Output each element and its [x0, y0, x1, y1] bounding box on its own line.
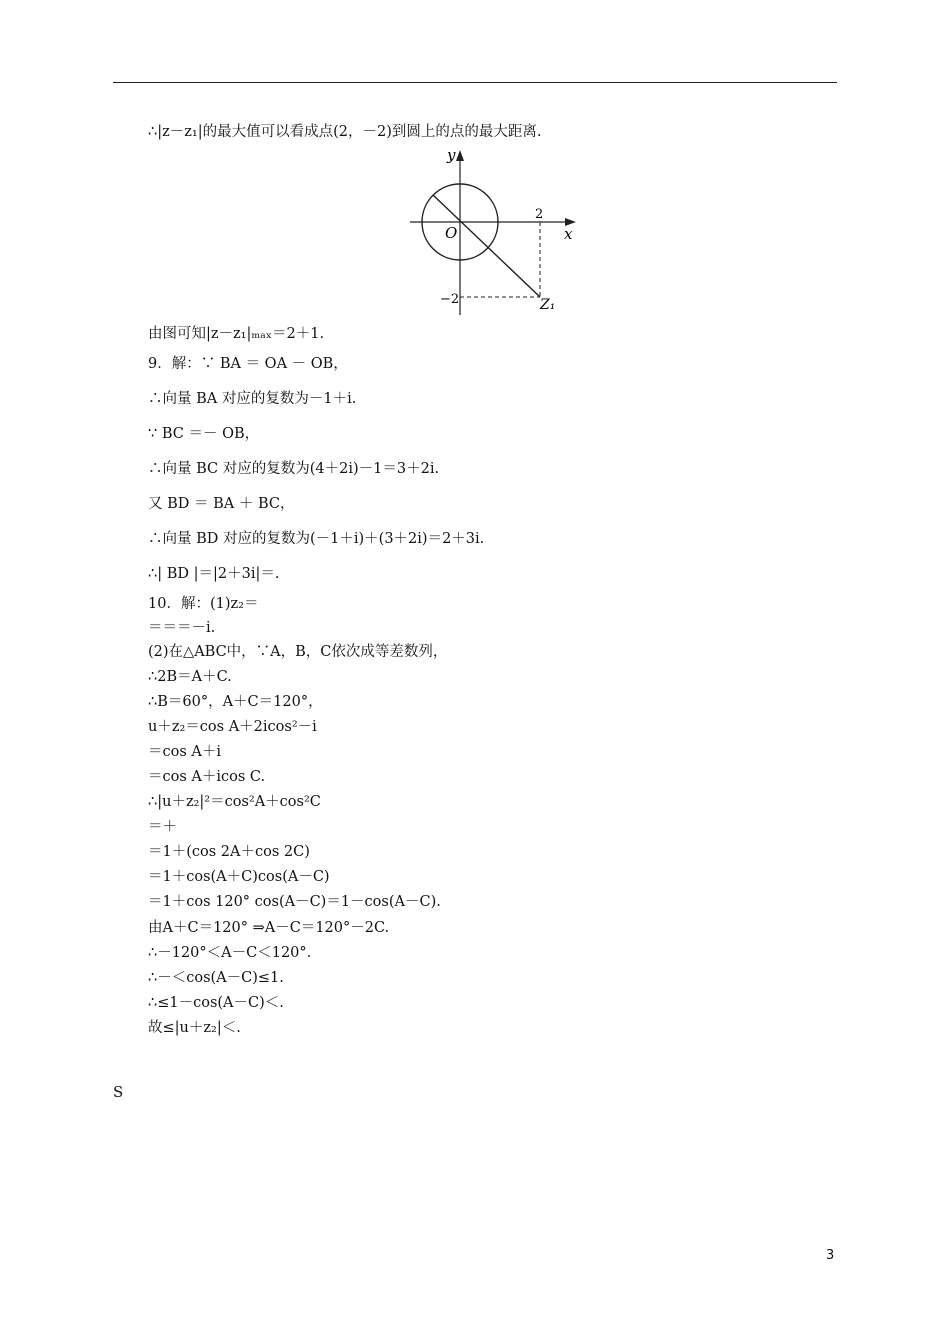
text-line-7: 又 BD ＝ BA ＋ BC，: [148, 496, 295, 512]
text-line-4: ∴向量 BA 对应的复数为－1＋i.: [148, 391, 357, 407]
circle-diagram: [400, 145, 585, 320]
text-line-16: ＝cos A＋i: [148, 744, 222, 760]
text-line-6: ∴向量 BC 对应的复数为(4＋2i)－1＝3＋2i.: [148, 461, 440, 477]
text-line-23: 由A＋C＝120° ⇒A－C＝120°－2C.: [148, 920, 390, 936]
x-label: x: [564, 225, 573, 243]
text-line-8: ∴向量 BD 对应的复数为(－1＋i)＋(3＋2i)＝2＋3i.: [148, 531, 485, 547]
text-line-24: ∴－120°＜A－C＜120°.: [148, 945, 312, 961]
text-line-19: ＝＋: [148, 819, 177, 835]
tick-y-label: −2: [440, 292, 460, 307]
y-axis-arrow: [456, 150, 464, 161]
text-line-14: ∴B＝60°，A＋C＝120°，: [148, 694, 323, 710]
text-line-5: ∵ BC ＝－ OB，: [148, 426, 260, 442]
text-line-1: ∴|z－z₁|的最大值可以看成点(2，－2)到圆上的点的最大距离.: [148, 124, 542, 140]
text-line-18: ∴|u＋z₂|²＝cos²A＋cos²C: [148, 794, 321, 810]
origin-label: O: [445, 224, 458, 242]
text-line-15: u＋z₂＝cos A＋2icos²－i: [148, 719, 317, 735]
text-line-22: ＝1＋cos 120° cos(A－C)＝1－cos(A－C).: [148, 894, 441, 910]
header-rule: [113, 82, 837, 83]
text-line-17: ＝cos A＋icos C.: [148, 769, 266, 785]
text-line-26: ∴≤1－cos(A－C)＜.: [148, 995, 284, 1011]
text-line-2: 由图可知|z－z₁|ₘₐₓ＝2＋1.: [148, 326, 325, 342]
text-line-25: ∴－＜cos(A－C)≤1.: [148, 970, 284, 986]
text-line-12: (2)在△ABC中，∵A，B，C依次成等差数列，: [148, 644, 448, 660]
text-line-3: 9．解：∵ BA ＝ OA － OB，: [148, 356, 348, 372]
text-line-11: ＝＝＝－i.: [148, 620, 216, 636]
stray-character: S: [113, 1083, 124, 1101]
text-line-27: 故≤|u＋z₂|＜.: [148, 1020, 241, 1036]
tick-x-label: 2: [535, 207, 544, 222]
text-line-13: ∴2B＝A＋C.: [148, 669, 232, 685]
y-label: y: [447, 146, 456, 164]
diagonal-line: [433, 195, 540, 297]
text-line-9: ∴| BD |＝|2＋3i|＝.: [148, 566, 280, 582]
point-label: Z₁: [540, 297, 556, 313]
text-line-10: 10．解：(1)z₂＝: [148, 596, 259, 612]
text-line-20: ＝1＋(cos 2A＋cos 2C): [148, 844, 310, 860]
text-line-21: ＝1＋cos(A＋C)cos(A－C): [148, 869, 330, 885]
page-number: 3: [826, 1248, 835, 1263]
